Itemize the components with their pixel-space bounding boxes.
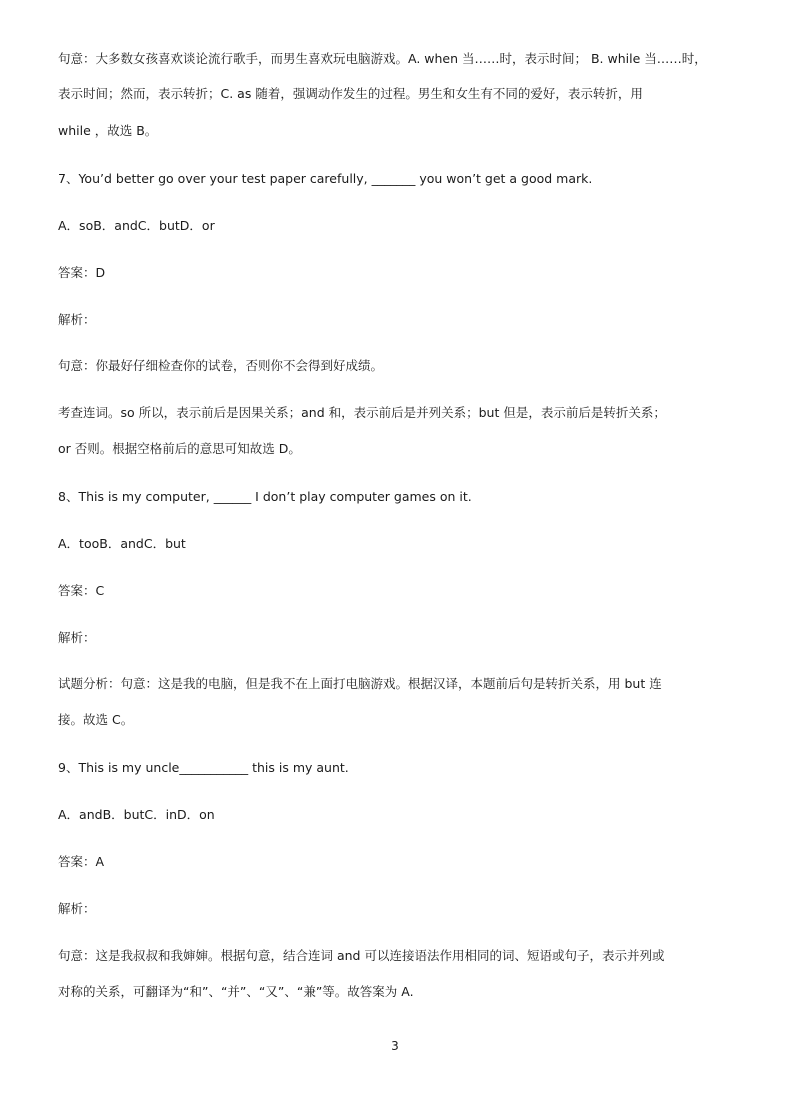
question-7-analysis-label: 解析：	[58, 312, 96, 327]
question-8-analysis: 试题分析：句意：这是我的电脑，但是我不在上面打电脑游戏。根据汉译，本题前后句是转折关系，用 but 连	[58, 676, 662, 691]
question-8: 8、This is my computer, ______ I don’t play computer games on it.	[58, 489, 472, 504]
question-8-analysis-label: 解析：	[58, 630, 96, 645]
question-8-options: A．tooB．andC．but	[58, 536, 186, 551]
question-7-analysis: or 否则。根据空格前后的意思可知故选 D。	[58, 441, 301, 456]
question-8-analysis: 接。故选 C。	[58, 712, 134, 727]
question-9-answer: 答案：A	[58, 854, 105, 869]
question-9-analysis: 句意：这是我叔叔和我婶婶。根据句意，结合连词 and 可以连接语法作用相同的词、短语或句子，表示并列或	[58, 948, 665, 963]
text-line: 句意：大多数女孩喜欢谈论流行歌手，而男生喜欢玩电脑游戏。A. when 当……时，表示时间； B. while 当……时，	[58, 51, 707, 66]
question-7-options: A．soB．andC．butD．or	[58, 218, 215, 233]
question-7-analysis: 句意：你最好仔细检查你的试卷，否则你不会得到好成绩。	[58, 358, 384, 373]
page-number: 3	[391, 1039, 399, 1053]
question-7: 7、You’d better go over your test paper carefully, _______ you won’t get a good mark.	[58, 171, 593, 186]
question-7-answer: 答案：D	[58, 265, 106, 280]
text-line: 表示时间；然而，表示转折；C. as 随着，强调动作发生的过程。男生和女生有不同的爱好，表示转折，用	[58, 86, 643, 101]
question-9-options: A．andB．butC．inD．on	[58, 807, 215, 822]
question-9-analysis: 对称的关系，可翻译为“和”、“并”、“又”、“兼”等。故答案为 A.	[58, 984, 414, 999]
question-9: 9、This is my uncle___________ this is my aunt.	[58, 760, 349, 775]
text-line: while ，故选 B。	[58, 123, 158, 138]
question-9-analysis-label: 解析：	[58, 901, 96, 916]
question-7-analysis: 考查连词。so 所以，表示前后是因果关系；and 和，表示前后是并列关系；but 但是，表示前后是转折关系；	[58, 405, 666, 420]
question-8-answer: 答案：C	[58, 583, 105, 598]
